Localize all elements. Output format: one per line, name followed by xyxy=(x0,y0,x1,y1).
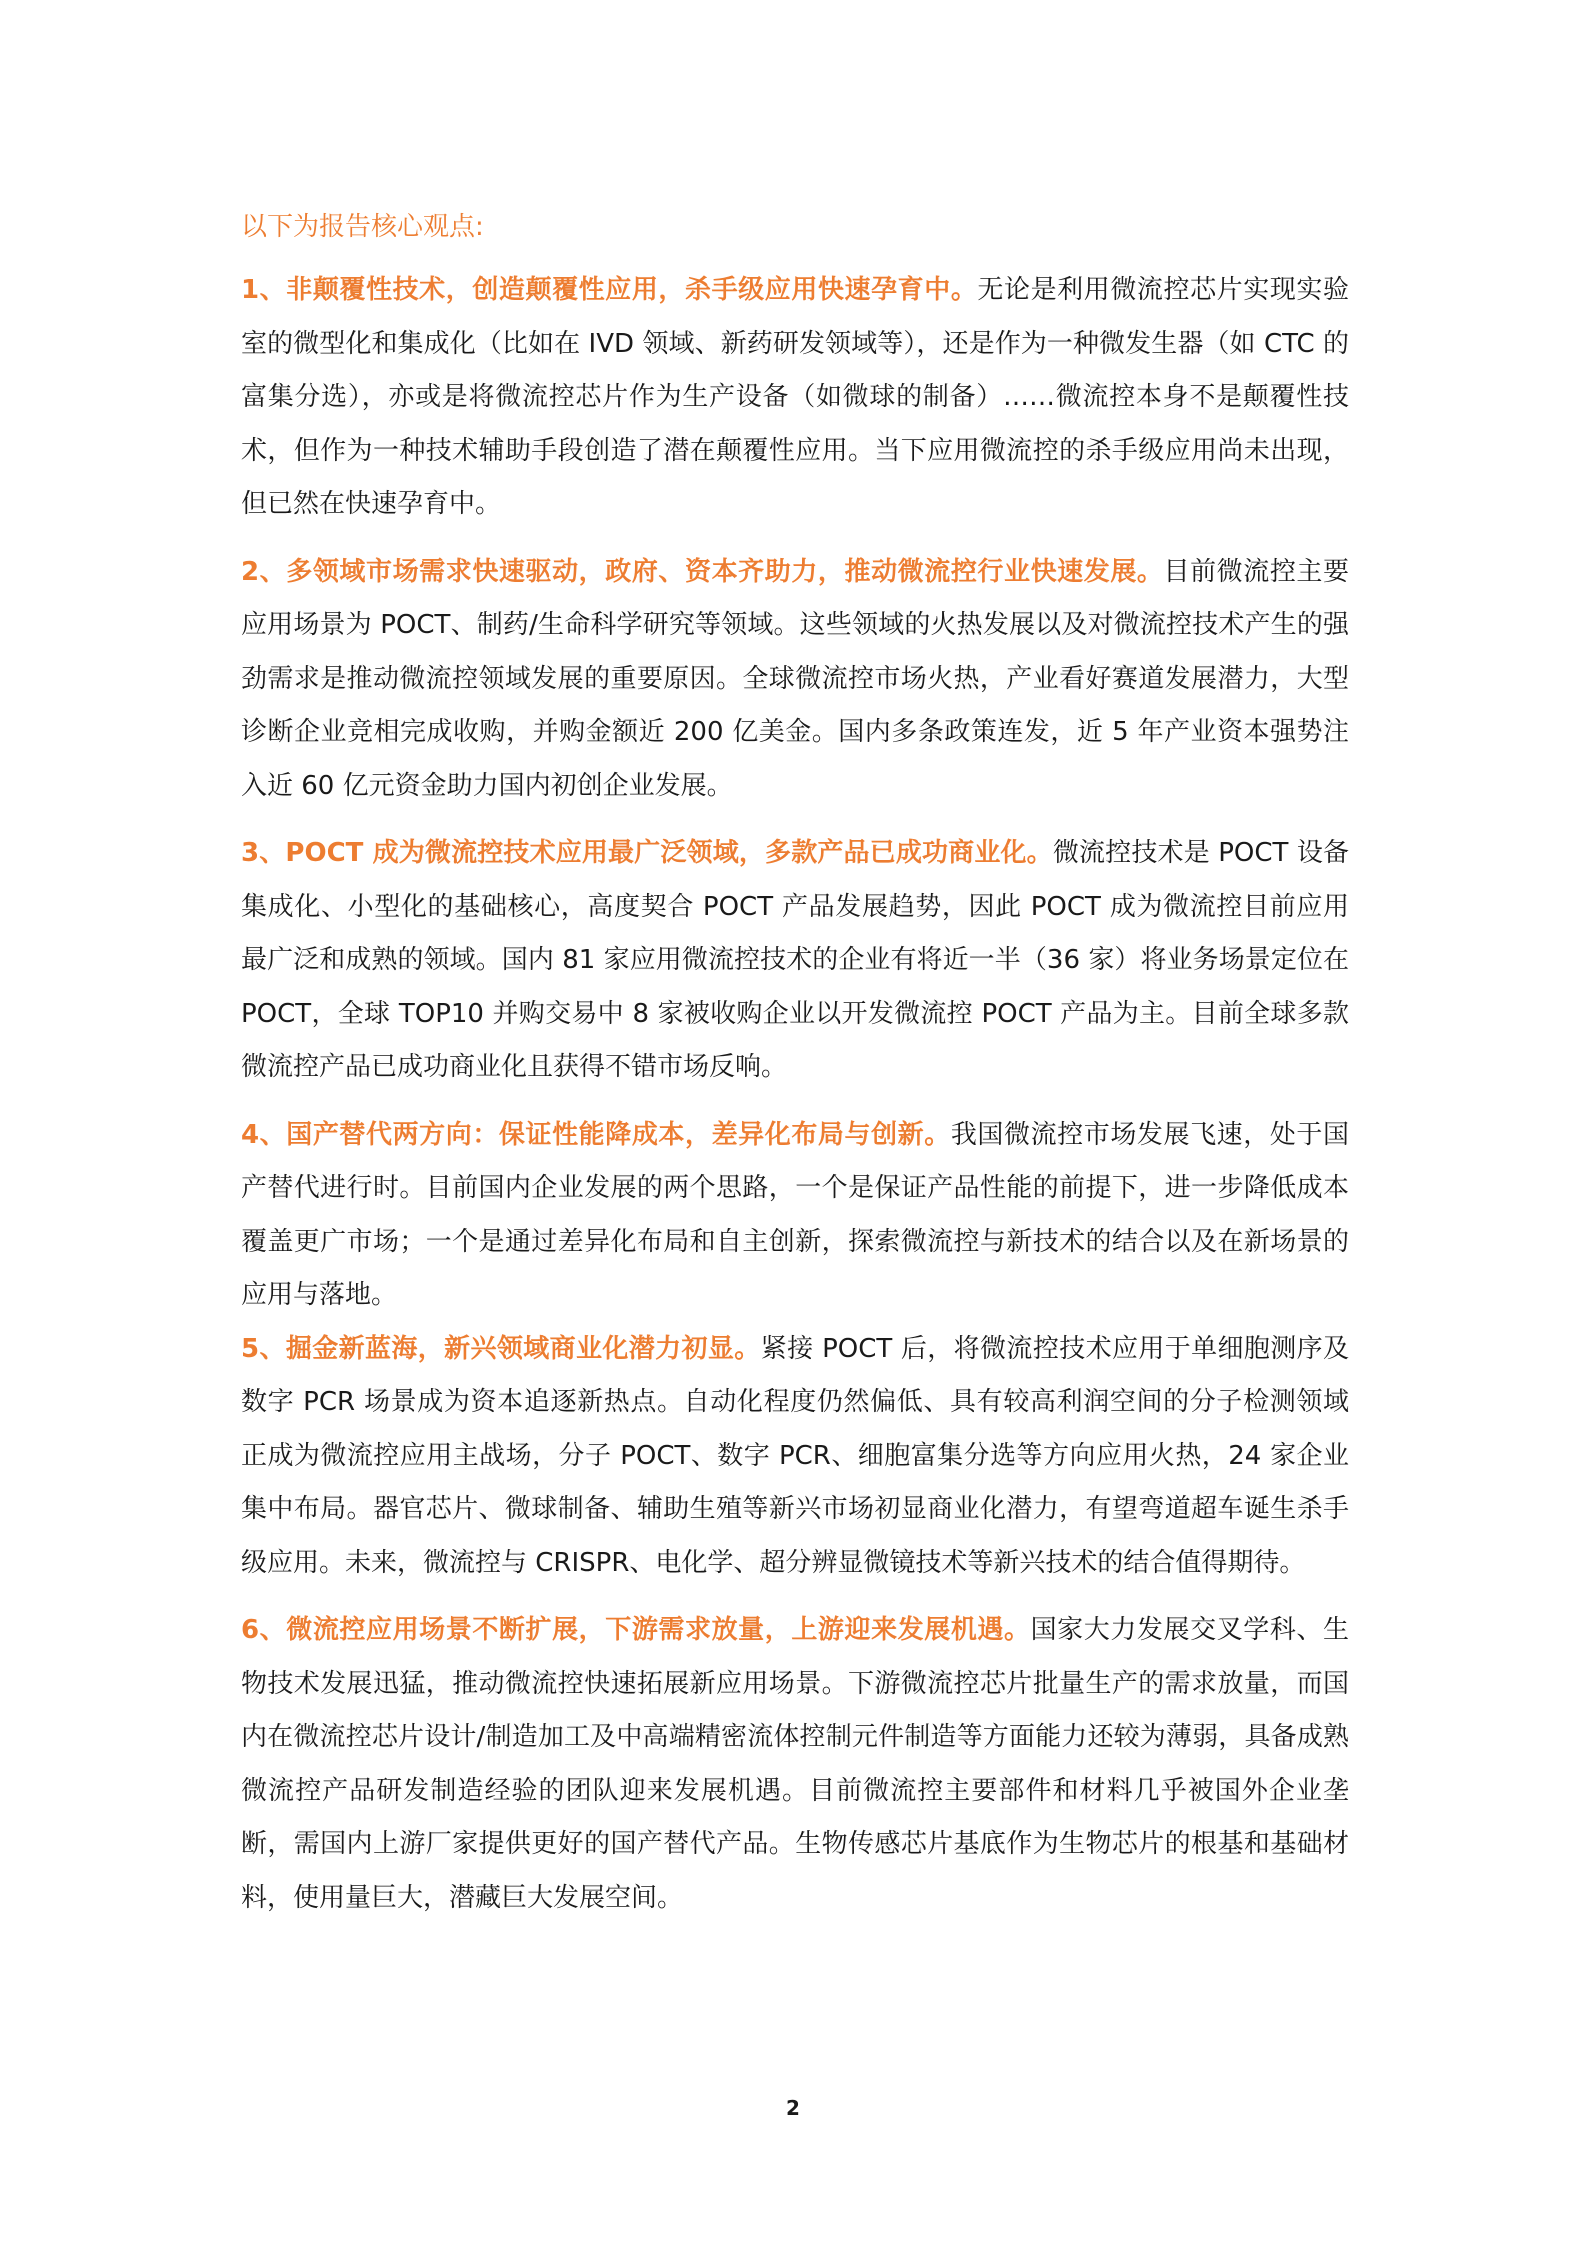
key-point-3 xyxy=(241,827,1349,1095)
key-point-6-lead: 6、微流控应用场景不断扩展，下游需求放量，上游迎来发展机遇。 xyxy=(241,1615,1031,1645)
key-point-1 xyxy=(241,264,1349,532)
key-point-6-body: 国家大力发展交叉学科、生物技术发展迅猛，推动微流控快速拓展新应用场景。下游微流控芯片批量生产的需求放量，而国内在微流控芯片设计/制造加工及中高端精密流体控制元件制造等方面能力还较为薄弱，具备成熟微流控产品研发制造经验的团队迎来发展机遇。目前微流控主要部件和材料几乎被国外企业垄断，需国内上游厂家提供更好的国产替代产品。生物传感芯片基底作为生物芯片的根基和基础材料，使用量巨大，潜藏巨大发展空间。 xyxy=(241,1615,1349,1913)
page-number: 2 xyxy=(786,2096,800,2120)
key-point-2-lead: 2、多领域市场需求快速驱动，政府、资本齐助力，推动微流控行业快速发展。 xyxy=(241,556,1164,587)
key-point-1-lead: 1、非颠覆性技术，创造颠覆性应用，杀手级应用快速孕育中。 xyxy=(241,275,978,305)
key-point-1-body: 无论是利用微流控芯片实现实验室的微型化和集成化（比如在 IVD 领域、新药研发领域等），还是作为一种微发生器（如 CTC 的富集分选），亦或是将微流控芯片作为生产设备（如微球的制备）……微流控本身不是颠覆性技术，但作为一种技术辅助手段创造了潜在颠覆性应用。当下应用微流控的杀手级应用尚未出现，但已然在快速孕育中。 xyxy=(241,275,1349,519)
section-heading: 以下为报告核心观点: xyxy=(241,212,484,242)
key-point-3-body: 微流控技术是 POCT 设备集成化、小型化的基础核心，高度契合 POCT 产品发展趋势，因此 POCT 成为微流控目前应用最广泛和成熟的领域。国内 81 家应用微流控技术的企业有将近一半（36 家）将业务场景定位在 POCT，全球 TOP10 并购交易中 8 家被收购企业以开发微流控 POCT 产品为主。目前全球多款微流控产品已成功商业化且获得不错市场反响。 xyxy=(241,838,1349,1082)
key-point-4 xyxy=(241,1109,1349,1323)
key-point-5-body: 紧接 POCT 后，将微流控技术应用于单细胞测序及数字 PCR 场景成为资本追逐新热点。自动化程度仍然偏低、具有较高利润空间的分子检测领域正成为微流控应用主战场，分子 POCT、数字 PCR、细胞富集分选等方向应用火热，24 家企业集中布局。器官芯片、微球制备、辅助生殖等新兴市场初显商业化潜力，有望弯道超车诞生杀手级应用。未来，微流控与 CRISPR、电化学、超分辨显微镜技术等新兴技术的结合值得期待。 xyxy=(241,1333,1349,1578)
key-point-6 xyxy=(241,1604,1349,1925)
key-point-5-lead: 5、掘金新蓝海，新兴领域商业化潜力初显。 xyxy=(241,1333,761,1364)
key-point-2 xyxy=(241,546,1349,814)
key-point-5 xyxy=(241,1323,1349,1591)
key-point-2-body: 目前微流控主要应用场景为 POCT、制药/生命科学研究等领域。这些领域的火热发展以及对微流控技术产生的强劲需求是推动微流控领域发展的重要原因。全球微流控市场火热，产业看好赛道发展潜力，大型诊断企业竞相完成收购，并购金额近 200 亿美金。国内多条政策连发，近 5 年产业资本强势注入近 60 亿元资金助力国内初创企业发展。 xyxy=(241,556,1349,801)
key-point-4-body: 我国微流控市场发展飞速，处于国产替代进行时。目前国内企业发展的两个思路，一个是保证产品性能的前提下，进一步降低成本覆盖更广市场；一个是通过差异化布局和自主创新，探索微流控与新技术的结合以及在新场景的应用与落地。 xyxy=(241,1119,1349,1310)
key-point-3-lead: 3、POCT 成为微流控技术应用最广泛领域，多款产品已成功商业化。 xyxy=(241,838,1053,868)
page-content xyxy=(241,200,1349,1939)
key-point-4-lead: 4、国产替代两方向：保证性能降成本，差异化布局与创新。 xyxy=(241,1119,951,1150)
